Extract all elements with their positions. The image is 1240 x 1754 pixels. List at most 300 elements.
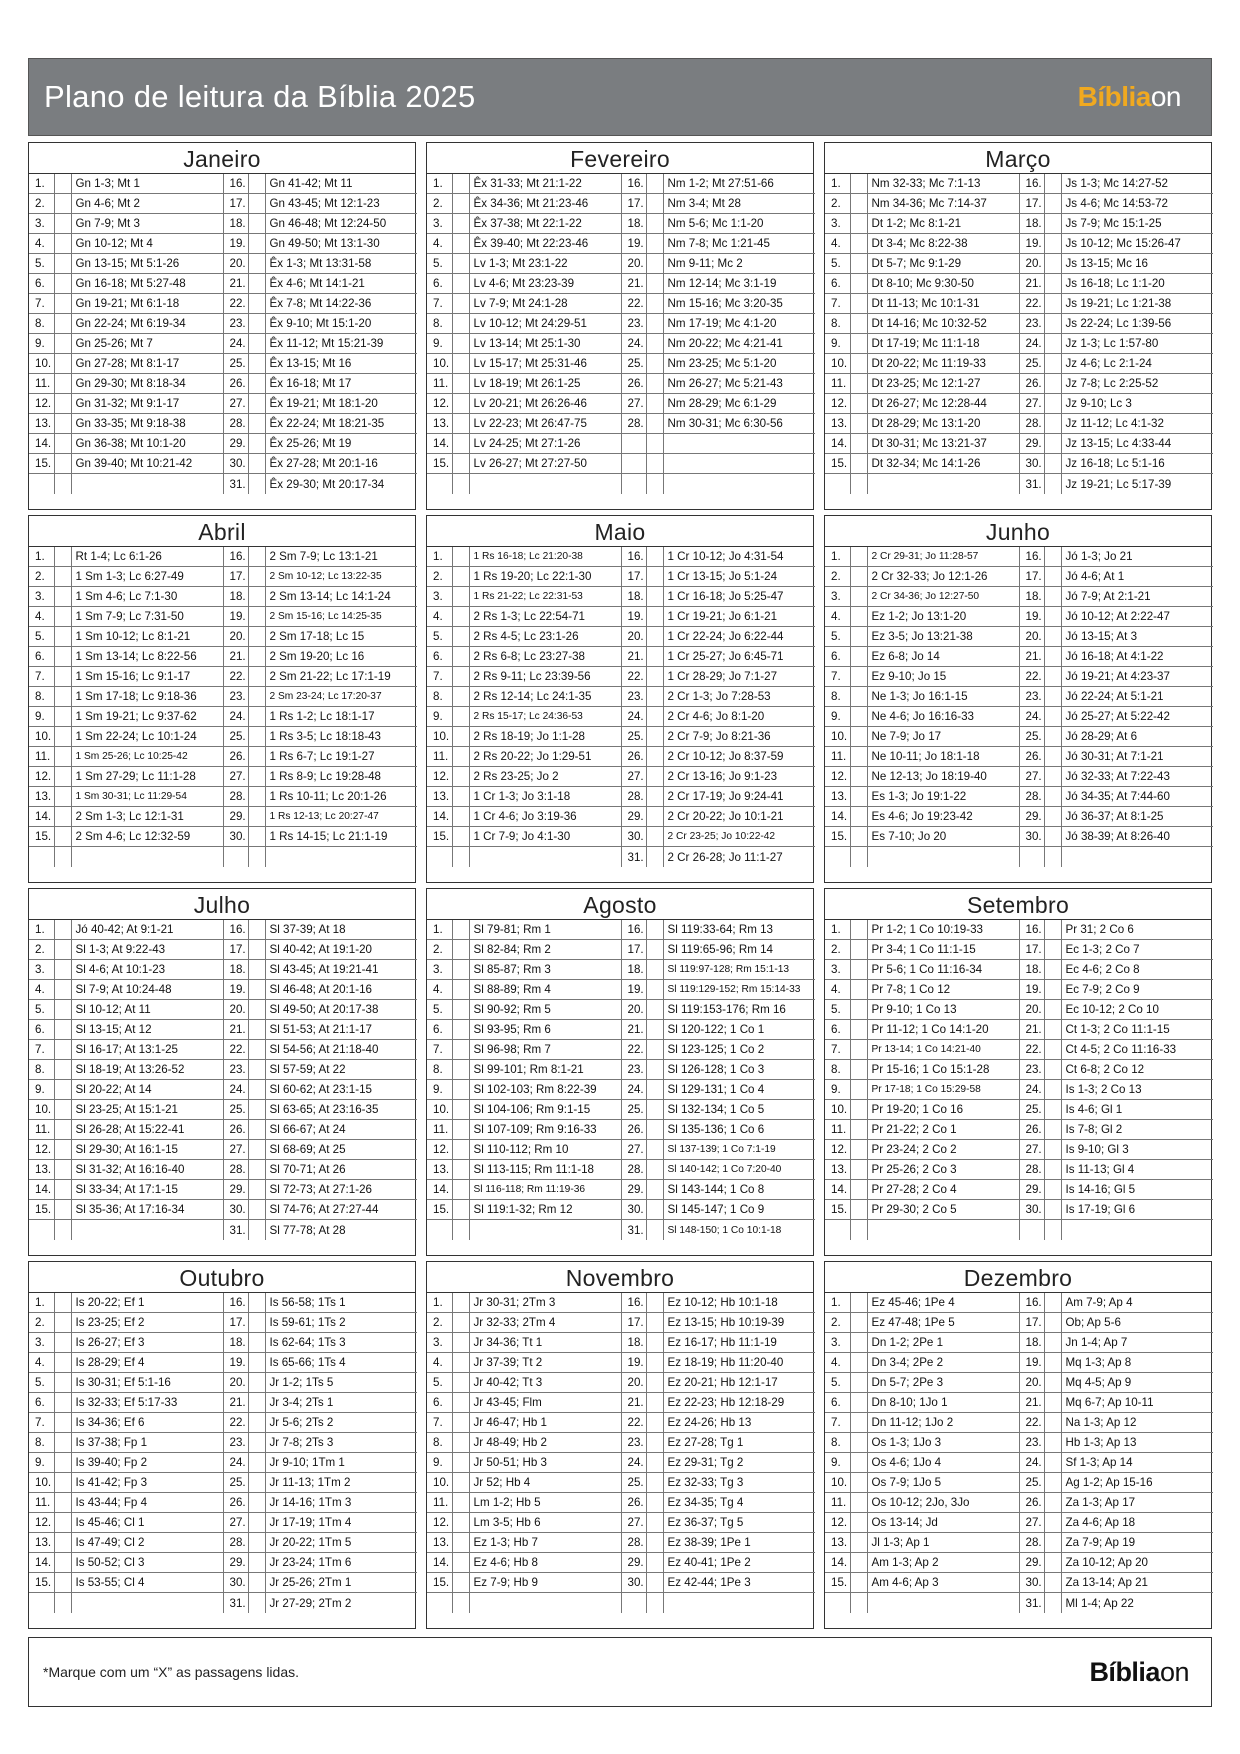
check-box[interactable] — [54, 940, 71, 960]
check-box[interactable] — [248, 294, 265, 314]
check-box[interactable] — [248, 1293, 265, 1313]
check-box[interactable] — [850, 1393, 867, 1413]
check-box[interactable] — [646, 1473, 663, 1493]
check-box[interactable] — [452, 807, 469, 827]
check-box[interactable] — [1044, 1333, 1061, 1353]
check-box[interactable] — [850, 354, 867, 374]
check-box[interactable] — [1044, 1313, 1061, 1333]
check-box[interactable] — [1044, 1353, 1061, 1373]
check-box[interactable] — [850, 334, 867, 354]
check-box[interactable] — [646, 687, 663, 707]
check-box[interactable] — [54, 1473, 71, 1493]
check-box[interactable] — [54, 1080, 71, 1100]
check-box[interactable] — [850, 847, 867, 867]
check-box[interactable] — [248, 1453, 265, 1473]
check-box[interactable] — [452, 1493, 469, 1513]
check-box[interactable] — [646, 454, 663, 474]
check-box[interactable] — [1044, 747, 1061, 767]
check-box[interactable] — [850, 767, 867, 787]
check-box[interactable] — [850, 727, 867, 747]
check-box[interactable] — [54, 1313, 71, 1333]
check-box[interactable] — [850, 940, 867, 960]
check-box[interactable] — [646, 1433, 663, 1453]
check-box[interactable] — [54, 827, 71, 847]
check-box[interactable] — [646, 1353, 663, 1373]
check-box[interactable] — [850, 1333, 867, 1353]
check-box[interactable] — [850, 980, 867, 1000]
check-box[interactable] — [452, 194, 469, 214]
check-box[interactable] — [646, 1573, 663, 1593]
check-box[interactable] — [54, 727, 71, 747]
check-box[interactable] — [850, 827, 867, 847]
check-box[interactable] — [850, 1200, 867, 1220]
check-box[interactable] — [1044, 1513, 1061, 1533]
check-box[interactable] — [54, 1020, 71, 1040]
check-box[interactable] — [248, 1353, 265, 1373]
check-box[interactable] — [248, 647, 265, 667]
check-box[interactable] — [646, 1080, 663, 1100]
check-box[interactable] — [850, 607, 867, 627]
check-box[interactable] — [1044, 920, 1061, 940]
check-box[interactable] — [646, 1593, 663, 1613]
check-box[interactable] — [248, 254, 265, 274]
check-box[interactable] — [1044, 394, 1061, 414]
check-box[interactable] — [248, 1180, 265, 1200]
check-box[interactable] — [850, 194, 867, 214]
check-box[interactable] — [452, 1140, 469, 1160]
check-box[interactable] — [646, 667, 663, 687]
check-box[interactable] — [54, 687, 71, 707]
check-box[interactable] — [646, 647, 663, 667]
check-box[interactable] — [646, 1180, 663, 1200]
check-box[interactable] — [54, 414, 71, 434]
check-box[interactable] — [1044, 1040, 1061, 1060]
check-box[interactable] — [1044, 567, 1061, 587]
check-box[interactable] — [850, 1433, 867, 1453]
check-box[interactable] — [248, 1000, 265, 1020]
check-box[interactable] — [646, 1060, 663, 1080]
check-box[interactable] — [54, 374, 71, 394]
check-box[interactable] — [1044, 354, 1061, 374]
check-box[interactable] — [646, 727, 663, 747]
check-box[interactable] — [646, 707, 663, 727]
check-box[interactable] — [850, 374, 867, 394]
check-box[interactable] — [1044, 1413, 1061, 1433]
check-box[interactable] — [248, 174, 265, 194]
check-box[interactable] — [248, 1060, 265, 1080]
check-box[interactable] — [452, 1513, 469, 1533]
check-box[interactable] — [54, 1000, 71, 1020]
check-box[interactable] — [646, 627, 663, 647]
check-box[interactable] — [54, 920, 71, 940]
check-box[interactable] — [1044, 1493, 1061, 1513]
check-box[interactable] — [248, 1040, 265, 1060]
check-box[interactable] — [1044, 1573, 1061, 1593]
check-box[interactable] — [452, 587, 469, 607]
check-box[interactable] — [452, 1473, 469, 1493]
check-box[interactable] — [1044, 547, 1061, 567]
check-box[interactable] — [850, 1513, 867, 1533]
check-box[interactable] — [646, 414, 663, 434]
check-box[interactable] — [54, 1100, 71, 1120]
check-box[interactable] — [850, 1553, 867, 1573]
check-box[interactable] — [646, 847, 663, 867]
check-box[interactable] — [646, 194, 663, 214]
check-box[interactable] — [54, 1353, 71, 1373]
check-box[interactable] — [646, 234, 663, 254]
check-box[interactable] — [646, 940, 663, 960]
check-box[interactable] — [646, 1553, 663, 1573]
check-box[interactable] — [54, 1120, 71, 1140]
check-box[interactable] — [452, 394, 469, 414]
check-box[interactable] — [1044, 174, 1061, 194]
check-box[interactable] — [1044, 1140, 1061, 1160]
check-box[interactable] — [54, 1433, 71, 1453]
check-box[interactable] — [452, 647, 469, 667]
check-box[interactable] — [54, 1040, 71, 1060]
check-box[interactable] — [54, 294, 71, 314]
check-box[interactable] — [452, 414, 469, 434]
check-box[interactable] — [452, 1553, 469, 1573]
check-box[interactable] — [850, 214, 867, 234]
check-box[interactable] — [452, 547, 469, 567]
check-box[interactable] — [1044, 1473, 1061, 1493]
check-box[interactable] — [54, 1060, 71, 1080]
check-box[interactable] — [248, 767, 265, 787]
check-box[interactable] — [646, 374, 663, 394]
check-box[interactable] — [452, 1593, 469, 1613]
check-box[interactable] — [646, 920, 663, 940]
check-box[interactable] — [248, 687, 265, 707]
check-box[interactable] — [248, 567, 265, 587]
check-box[interactable] — [850, 1060, 867, 1080]
check-box[interactable] — [850, 627, 867, 647]
check-box[interactable] — [452, 787, 469, 807]
check-box[interactable] — [646, 1493, 663, 1513]
check-box[interactable] — [54, 1160, 71, 1180]
check-box[interactable] — [850, 1160, 867, 1180]
check-box[interactable] — [1044, 607, 1061, 627]
check-box[interactable] — [54, 807, 71, 827]
check-box[interactable] — [54, 567, 71, 587]
check-box[interactable] — [452, 454, 469, 474]
check-box[interactable] — [452, 174, 469, 194]
check-box[interactable] — [248, 980, 265, 1000]
check-box[interactable] — [54, 787, 71, 807]
check-box[interactable] — [54, 474, 71, 494]
check-box[interactable] — [54, 1200, 71, 1220]
check-box[interactable] — [54, 234, 71, 254]
check-box[interactable] — [248, 847, 265, 867]
check-box[interactable] — [452, 1433, 469, 1453]
check-box[interactable] — [54, 454, 71, 474]
check-box[interactable] — [850, 1413, 867, 1433]
check-box[interactable] — [452, 214, 469, 234]
check-box[interactable] — [248, 1573, 265, 1593]
check-box[interactable] — [54, 434, 71, 454]
check-box[interactable] — [248, 1533, 265, 1553]
check-box[interactable] — [646, 1100, 663, 1120]
check-box[interactable] — [248, 1100, 265, 1120]
check-box[interactable] — [850, 1593, 867, 1613]
check-box[interactable] — [54, 747, 71, 767]
check-box[interactable] — [1044, 414, 1061, 434]
check-box[interactable] — [850, 394, 867, 414]
check-box[interactable] — [646, 1313, 663, 1333]
check-box[interactable] — [248, 434, 265, 454]
check-box[interactable] — [248, 1493, 265, 1513]
check-box[interactable] — [1044, 234, 1061, 254]
check-box[interactable] — [1044, 474, 1061, 494]
check-box[interactable] — [54, 1513, 71, 1533]
check-box[interactable] — [646, 787, 663, 807]
check-box[interactable] — [850, 920, 867, 940]
check-box[interactable] — [1044, 627, 1061, 647]
check-box[interactable] — [850, 547, 867, 567]
check-box[interactable] — [452, 374, 469, 394]
check-box[interactable] — [1044, 940, 1061, 960]
check-box[interactable] — [1044, 1020, 1061, 1040]
check-box[interactable] — [54, 274, 71, 294]
check-box[interactable] — [850, 1353, 867, 1373]
check-box[interactable] — [850, 1220, 867, 1240]
check-box[interactable] — [452, 1393, 469, 1413]
check-box[interactable] — [248, 1080, 265, 1100]
check-box[interactable] — [850, 454, 867, 474]
check-box[interactable] — [452, 1160, 469, 1180]
check-box[interactable] — [646, 1200, 663, 1220]
check-box[interactable] — [248, 607, 265, 627]
check-box[interactable] — [1044, 1180, 1061, 1200]
check-box[interactable] — [1044, 587, 1061, 607]
check-box[interactable] — [1044, 454, 1061, 474]
check-box[interactable] — [452, 567, 469, 587]
check-box[interactable] — [54, 980, 71, 1000]
check-box[interactable] — [452, 1313, 469, 1333]
check-box[interactable] — [646, 1533, 663, 1553]
check-box[interactable] — [452, 940, 469, 960]
check-box[interactable] — [1044, 1293, 1061, 1313]
check-box[interactable] — [452, 727, 469, 747]
check-box[interactable] — [1044, 314, 1061, 334]
check-box[interactable] — [1044, 1533, 1061, 1553]
check-box[interactable] — [54, 1453, 71, 1473]
check-box[interactable] — [54, 1180, 71, 1200]
check-box[interactable] — [248, 1160, 265, 1180]
check-box[interactable] — [850, 254, 867, 274]
check-box[interactable] — [1044, 334, 1061, 354]
check-box[interactable] — [1044, 434, 1061, 454]
check-box[interactable] — [248, 1313, 265, 1333]
check-box[interactable] — [646, 807, 663, 827]
check-box[interactable] — [248, 214, 265, 234]
check-box[interactable] — [452, 847, 469, 867]
check-box[interactable] — [248, 960, 265, 980]
check-box[interactable] — [54, 767, 71, 787]
check-box[interactable] — [452, 1573, 469, 1593]
check-box[interactable] — [1044, 847, 1061, 867]
check-box[interactable] — [1044, 687, 1061, 707]
check-box[interactable] — [850, 274, 867, 294]
check-box[interactable] — [54, 254, 71, 274]
check-box[interactable] — [54, 847, 71, 867]
check-box[interactable] — [452, 747, 469, 767]
check-box[interactable] — [850, 1293, 867, 1313]
check-box[interactable] — [452, 707, 469, 727]
check-box[interactable] — [850, 174, 867, 194]
check-box[interactable] — [452, 627, 469, 647]
check-box[interactable] — [1044, 667, 1061, 687]
check-box[interactable] — [248, 414, 265, 434]
check-box[interactable] — [248, 747, 265, 767]
check-box[interactable] — [1044, 767, 1061, 787]
check-box[interactable] — [248, 394, 265, 414]
check-box[interactable] — [850, 1040, 867, 1060]
check-box[interactable] — [452, 434, 469, 454]
check-box[interactable] — [248, 707, 265, 727]
check-box[interactable] — [850, 787, 867, 807]
check-box[interactable] — [54, 667, 71, 687]
check-box[interactable] — [248, 354, 265, 374]
check-box[interactable] — [54, 607, 71, 627]
check-box[interactable] — [452, 687, 469, 707]
check-box[interactable] — [248, 1120, 265, 1140]
check-box[interactable] — [452, 1373, 469, 1393]
check-box[interactable] — [452, 767, 469, 787]
check-box[interactable] — [248, 727, 265, 747]
check-box[interactable] — [248, 274, 265, 294]
check-box[interactable] — [850, 687, 867, 707]
check-box[interactable] — [248, 474, 265, 494]
check-box[interactable] — [248, 1220, 265, 1240]
check-box[interactable] — [850, 1373, 867, 1393]
check-box[interactable] — [248, 667, 265, 687]
check-box[interactable] — [54, 1333, 71, 1353]
check-box[interactable] — [452, 294, 469, 314]
check-box[interactable] — [248, 454, 265, 474]
check-box[interactable] — [452, 1453, 469, 1473]
check-box[interactable] — [248, 334, 265, 354]
check-box[interactable] — [850, 294, 867, 314]
check-box[interactable] — [452, 1020, 469, 1040]
check-box[interactable] — [452, 607, 469, 627]
check-box[interactable] — [54, 1413, 71, 1433]
check-box[interactable] — [850, 1120, 867, 1140]
check-box[interactable] — [646, 1293, 663, 1313]
check-box[interactable] — [54, 1220, 71, 1240]
check-box[interactable] — [646, 474, 663, 494]
check-box[interactable] — [646, 1220, 663, 1240]
check-box[interactable] — [248, 547, 265, 567]
check-box[interactable] — [850, 1080, 867, 1100]
check-box[interactable] — [248, 234, 265, 254]
check-box[interactable] — [1044, 980, 1061, 1000]
check-box[interactable] — [1044, 194, 1061, 214]
check-box[interactable] — [452, 474, 469, 494]
check-box[interactable] — [1044, 807, 1061, 827]
check-box[interactable] — [646, 394, 663, 414]
check-box[interactable] — [452, 1293, 469, 1313]
check-box[interactable] — [248, 1513, 265, 1533]
check-box[interactable] — [248, 1413, 265, 1433]
check-box[interactable] — [850, 1140, 867, 1160]
check-box[interactable] — [850, 1313, 867, 1333]
check-box[interactable] — [452, 980, 469, 1000]
check-box[interactable] — [850, 1573, 867, 1593]
check-box[interactable] — [646, 1373, 663, 1393]
check-box[interactable] — [54, 394, 71, 414]
check-box[interactable] — [452, 254, 469, 274]
check-box[interactable] — [646, 1020, 663, 1040]
check-box[interactable] — [850, 414, 867, 434]
check-box[interactable] — [646, 607, 663, 627]
check-box[interactable] — [54, 314, 71, 334]
check-box[interactable] — [646, 1040, 663, 1060]
check-box[interactable] — [646, 767, 663, 787]
check-box[interactable] — [452, 920, 469, 940]
check-box[interactable] — [1044, 1593, 1061, 1613]
check-box[interactable] — [850, 1453, 867, 1473]
check-box[interactable] — [54, 1140, 71, 1160]
check-box[interactable] — [452, 274, 469, 294]
check-box[interactable] — [1044, 787, 1061, 807]
check-box[interactable] — [646, 254, 663, 274]
check-box[interactable] — [1044, 294, 1061, 314]
check-box[interactable] — [54, 1593, 71, 1613]
check-box[interactable] — [646, 314, 663, 334]
check-box[interactable] — [850, 667, 867, 687]
check-box[interactable] — [54, 334, 71, 354]
check-box[interactable] — [54, 194, 71, 214]
check-box[interactable] — [248, 1553, 265, 1573]
check-box[interactable] — [248, 1593, 265, 1613]
check-box[interactable] — [452, 1040, 469, 1060]
check-box[interactable] — [850, 567, 867, 587]
check-box[interactable] — [54, 1293, 71, 1313]
check-box[interactable] — [1044, 1120, 1061, 1140]
check-box[interactable] — [1044, 374, 1061, 394]
check-box[interactable] — [248, 1373, 265, 1393]
check-box[interactable] — [1044, 1553, 1061, 1573]
check-box[interactable] — [1044, 1453, 1061, 1473]
check-box[interactable] — [1044, 1160, 1061, 1180]
check-box[interactable] — [452, 334, 469, 354]
check-box[interactable] — [646, 294, 663, 314]
check-box[interactable] — [646, 567, 663, 587]
check-box[interactable] — [1044, 827, 1061, 847]
check-box[interactable] — [1044, 647, 1061, 667]
check-box[interactable] — [248, 920, 265, 940]
check-box[interactable] — [850, 1100, 867, 1120]
check-box[interactable] — [850, 587, 867, 607]
check-box[interactable] — [646, 274, 663, 294]
check-box[interactable] — [452, 960, 469, 980]
check-box[interactable] — [54, 547, 71, 567]
check-box[interactable] — [1044, 214, 1061, 234]
check-box[interactable] — [248, 1200, 265, 1220]
check-box[interactable] — [1044, 1060, 1061, 1080]
check-box[interactable] — [54, 960, 71, 980]
check-box[interactable] — [54, 1573, 71, 1593]
check-box[interactable] — [248, 194, 265, 214]
check-box[interactable] — [850, 474, 867, 494]
check-box[interactable] — [850, 1180, 867, 1200]
check-box[interactable] — [248, 1433, 265, 1453]
check-box[interactable] — [646, 547, 663, 567]
check-box[interactable] — [452, 354, 469, 374]
check-box[interactable] — [248, 807, 265, 827]
check-box[interactable] — [850, 1533, 867, 1553]
